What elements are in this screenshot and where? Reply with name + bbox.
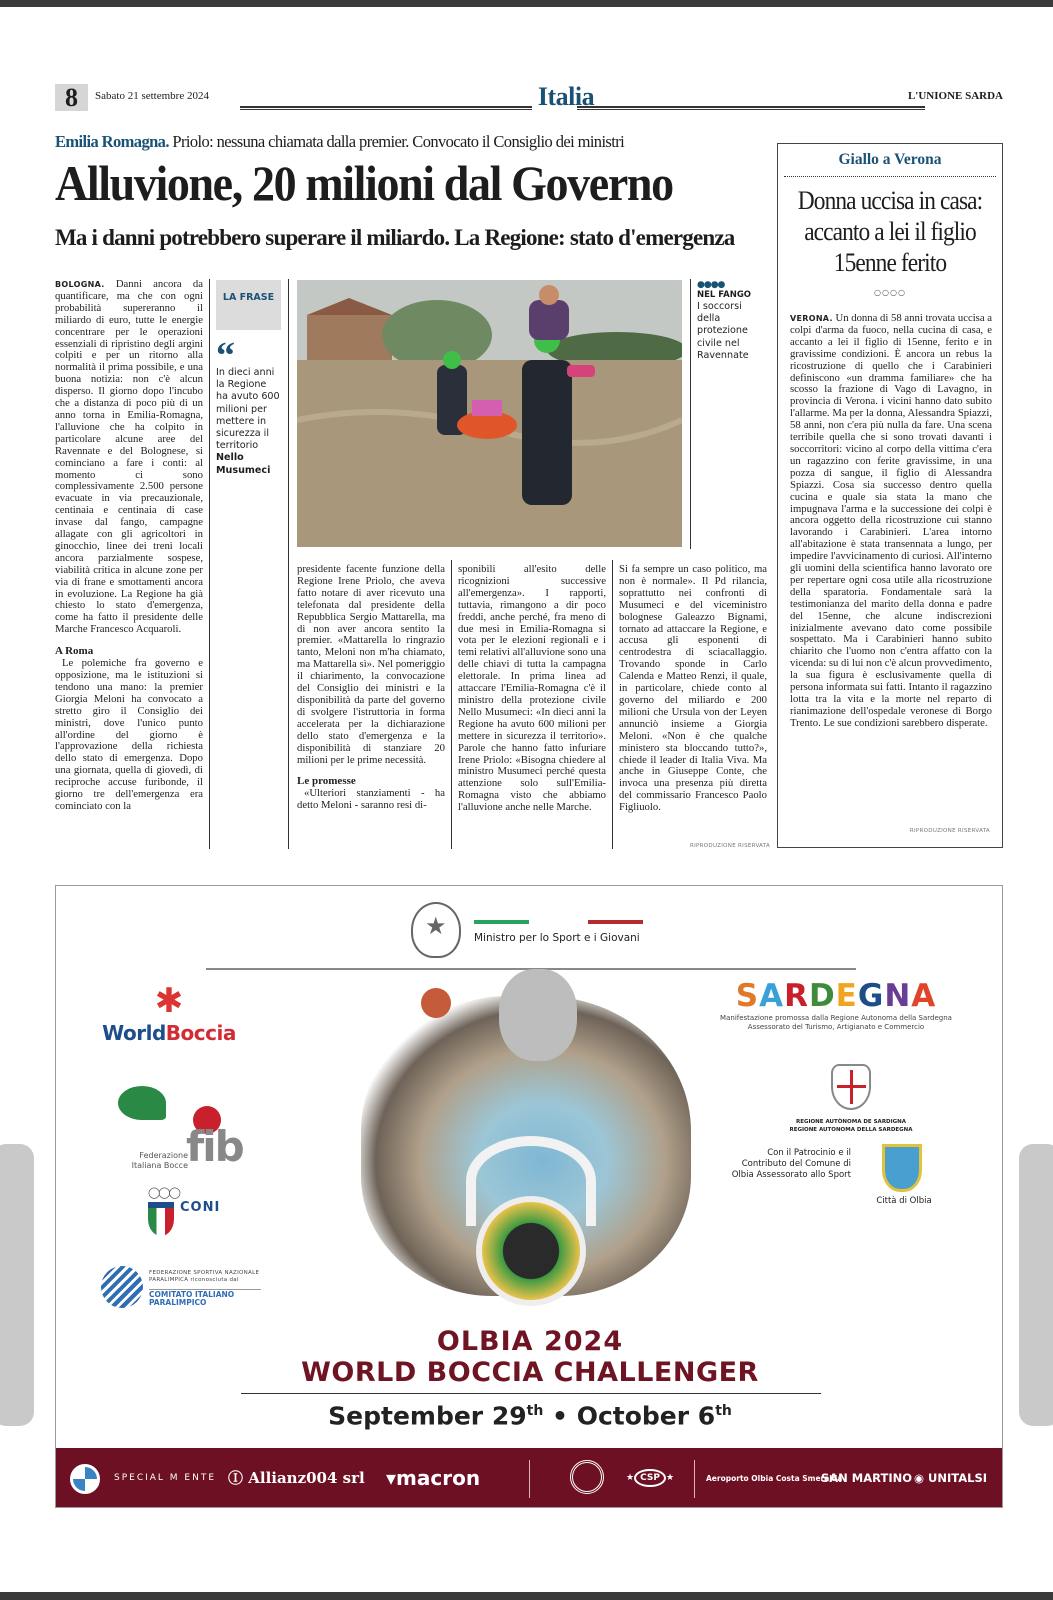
- italian-republic-emblem-icon: [411, 902, 461, 958]
- regione-autonoma-label: [751, 1118, 951, 1134]
- ras-line-2: REGIONE AUTONOMA DELLA SARDEGNA: [789, 1127, 913, 1133]
- caption-title: NEL FANGO: [697, 290, 752, 300]
- page-header: [55, 84, 1003, 114]
- screen-bottom-bar: [0, 1592, 1053, 1600]
- date-separator: •: [543, 1401, 577, 1431]
- side-kicker: Giallo a Verona: [838, 151, 942, 168]
- worldboccia-star-icon: ✱: [154, 981, 184, 1021]
- olbia-patronage: Con il Patrocinio e il Contributo del Comune di Olbia Assessorato allo Sport: [731, 1148, 851, 1180]
- side-article: [777, 143, 1003, 848]
- date-end-suffix: th: [715, 1403, 732, 1419]
- globe-icon: [476, 1196, 586, 1306]
- copyright-notice: RIPRODUZIONE RISERVATA: [690, 843, 771, 849]
- copyright-notice: RIPRODUZIONE RISERVATA: [909, 828, 990, 834]
- sardegna-letter: N: [884, 978, 912, 1014]
- event-title-line-1: OLBIA 2024: [436, 1326, 624, 1357]
- column-divider: [288, 279, 289, 849]
- bmw-logo-icon: [70, 1464, 100, 1494]
- previous-page-handle[interactable]: [0, 1144, 34, 1426]
- quote-mark-icon: “: [216, 335, 235, 377]
- olympic-rings-icon: ◯◯◯: [148, 1186, 179, 1199]
- sponsor-csp: ★ CSP ★: [626, 1448, 674, 1508]
- fib-subtitle: Federazione Italiana Bocce: [131, 1151, 188, 1170]
- coni-logo: [148, 1186, 238, 1256]
- boccia-advertisement: [55, 885, 1003, 1508]
- sardegna-letter: A: [759, 978, 785, 1014]
- header-rule-right: [577, 106, 925, 110]
- cip-name: COMITATO ITALIANO PARALIMPICO: [149, 1289, 261, 1307]
- boccia-ball-icon: [421, 988, 451, 1018]
- sponsor-unitalsi-text: UNITALSI: [928, 1471, 988, 1485]
- article-headline: Alluvione, 20 milioni dal Governo: [55, 155, 673, 211]
- newspaper-name: L'UNIONE SARDA: [907, 90, 1003, 102]
- cip-subtitle: FEDERAZIONE SPORTIVA NAZIONALE PARALIMPICA riconosciuta dal: [149, 1270, 260, 1283]
- sponsor-macron-text: macron: [396, 1466, 481, 1490]
- quote-label: LA FRASE: [216, 280, 281, 330]
- flag-stripe-green: [474, 920, 529, 924]
- sponsor-specialmente: SPECIAL M ENTE: [114, 1473, 217, 1483]
- dateline: VERONA.: [790, 314, 833, 323]
- column-divider: [209, 279, 210, 849]
- article-column-1: [55, 279, 203, 813]
- article-kicker: [55, 132, 765, 152]
- section-subhead-roma: A Roma: [55, 645, 94, 658]
- column-text: «Ulteriori stanziamenti - ha detto Meloni - saranno resi di-: [297, 787, 445, 812]
- column-text: Un donna di 58 anni trovata uccisa a colpi d'arma da fuoco, nella cucina di casa, e accanto a lei il figlio di 15enne, ferito e in gravissime condizioni. È ancora un rebus la ricostruzione di quello che i Carabinieri definiscono «un dramma familiare» che ha scosso la frazione di Vago di Lavagno, in provincia di Verona. i vicini hanno dato subito l'allarme. Ma per la donna, Alessandra Spiazzi, 58 anni, non c'era più nulla da fare. Una scena terribile quella che si sono trovati davanti i soccorritori: vicino al corpo della vittima c'era un ragazzino con ferite gravissime, in una pozza di sangue, il figlio di Alessandra Spiazzi. Cosa sia successo dentro quella cucina e quale sia stata la mano che impugnava l'arma e la successione dei colpi è ancora oggetto della ricostruzione cui stanno lavorando i Carabinieri. L'area intorno all'abitazione è stata transennata a lungo, per impedire l'avvicinamento di curiosi. All'interno gli uomini della scientifica hanno lavorato ore per repertare ogni cosa utile alla ricostruzione della sparatoria. Fondamentale sarà la testimonianza del marito della donna e padre del 15enne, che alcune indiscrezioni inizialmente avevano dato come possibile sospettato. Ma i Carabinieri hanno subito chiarito che l'uomo non c'entra affatto con la vicenda: su di lui non c'è alcun provvedimento, la sua figura è esclusivamente quella di persona informata sui fatti. Intanto il ragazzino lotta tra la vita e la morte nel reparto di rianimazione dell'ospedale veronese di Borgo Trento. Le sue condizioni sarebbero disperate.: [790, 312, 992, 729]
- ministry-name: Ministro per lo Sport e i Giovani: [474, 932, 640, 944]
- section-name: Italia: [537, 82, 595, 111]
- sponsor-divider: [694, 1460, 695, 1498]
- coni-text: CONI: [180, 1200, 221, 1215]
- date-end: October 6: [576, 1401, 716, 1431]
- event-title-rule: [241, 1393, 821, 1394]
- sardegna-subtitle: Manifestazione promossa dalla Regione Autonoma della Sardegna Assessorato del Turismo, Artigianato e Commercio: [720, 1014, 952, 1031]
- date-start: September 29: [328, 1401, 527, 1431]
- italia-shield-icon: [148, 1202, 174, 1236]
- kicker-text: Priolo: nessuna chiamata dalla premier. Convocato il Consiglio dei ministri: [168, 132, 625, 151]
- cip-globe-icon: [101, 1266, 143, 1308]
- ichnusa-sport-logo-icon: [570, 1460, 604, 1494]
- page-date: Sabato 21 settembre 2024: [95, 90, 209, 102]
- article-column-2: [297, 564, 445, 812]
- sponsor-divider: [529, 1460, 530, 1498]
- athlete-portrait: [499, 969, 577, 1061]
- sponsor-aeroporto: Aeroporto Olbia Costa Smeralda: [706, 1474, 843, 1483]
- sponsor-allianz: Ⓘ Allianz004 srl: [228, 1469, 365, 1487]
- article-subhead: Ma i danni potrebbero superare il miliardo. La Regione: stato d'emergenza: [55, 225, 735, 250]
- column-text: Si fa sempre un caso politico, ma non è normale». Il Pd rilancia, soprattutto nei confronti di Musumeci e del viceministro bolognese Galeazzo Bignami, tornato ad attaccare la Regione, e accusa gli esponenti di centrodestra di sciacallaggio. Trovando sponde in Carlo Calenda e Matteo Renzi, il quale, in particolare, chiede conto al governo del miliardo e 200 milioni che Ursula von der Leyen annunciò insieme a Giorgia Meloni. «Non è che qualche ministero sta bloccando tutto?», chiede il leader di Italia Viva. Ma anche in Giuseppe Conte, che invoca una presenza più diretta del commissario Francesco Paolo Figliuolo.: [619, 563, 767, 814]
- sponsor-allianz-text: Allianz004 srl: [248, 1469, 365, 1487]
- column-text: sponibili all'esito delle ricognizioni successive all'emergenza». I rapporti, tuttavia, rimangono a dir poco freddi, anche perché, fra meno di due mesi in Emilia-Romagna si vota per le elezioni regionali e i temi relativi all'alluvione sono una delle chiavi di tutta la campagna elettorale. In prima linea ad attaccare l'Emilia-Romagna c'è il ministro della protezione civile Nello Musumeci: «In dieci anni la Regione ha avuto 600 milioni per mettere in sicurezza il territorio». Parole che hanno fatto infuriare Irene Priolo: «Bisogna chiedere al ministro Musumeci perché questa attenzione solo sull'Emilia-Romagna visto che abbiamo l'alluvione anche nelle Marche.: [458, 563, 606, 814]
- worldboccia-logo: [94, 981, 244, 1045]
- ministry-logo: [411, 902, 691, 962]
- side-article-body: [790, 313, 992, 730]
- column-text: Le polemiche fra governo e opposizione, ma le istituzioni si tendono una mano: la premier Giorgia Meloni ha convocato a stretto giro il Consiglio dei ministri, dove l'unico punto all'ordine del giorno è l'approvazione della richiesta dello stato di emergenza. Dopo una giornata, quella di giovedì, di reciproche accuse furibonde, il giorno tre dell'emergenza era cominciato con la: [55, 657, 203, 812]
- fib-logo: [118, 1086, 258, 1181]
- column-text: presidente facente funzione della Regione Irene Priolo, che aveva fatto notare di aver ricevuto una telefonata dal presidente della Repubblica Sergio Mattarella, ma di non aver ancora sentito la premier. «Mattarella lo ringrazio tanto, Meloni non m'ha chiamato, ma Mattarella sì». Nel pomeriggio il chiarimento, la convocazione del Consiglio dei ministri e la disponibilità da parte del governo di svolgere l'istruttoria in forma accelerata per la dichiarazione dello stato d'emergenza e la disponibilità di stanziare 20 milioni per le prime necessità.: [297, 563, 445, 766]
- olbia-name: Città di Olbia: [876, 1196, 932, 1206]
- sardegna-letter: R: [784, 978, 809, 1014]
- dotted-rule: [784, 176, 996, 177]
- column-text: Danni ancora da quantificare, ma che con ogni probabilità supereranno il miliardo di euro, tutte le energie concentrare per le operazioni essenziali di ripristino degli argini colpiti e per un ritorno alla normalità il prima possibile, e una buona notizia: non c'è alcun disperso. Il giorno dopo l'incubo che a distanza di poco più di un anno torna in Emilia-Romagna, l'alluvione che ha colpito in particolare alcune aree del Ravennate e del Bolognese, si cominciano a fare i conti: al momento ci sono complessivamente 2.500 persone evacuate in via precauzionale, centinaia e centinaia di case invase dal fango, campagne allagate con gli agricoltori in ginocchio, linee dei treni locali ancora parzialmente sospese, viabilità critica in alcune zone per via di frane e smottamenti ancora in evoluzione. La Regione ha già chiesto lo stato d'emergenza, come ha fatto il presidente delle Marche Francesco Acquaroli.: [55, 278, 203, 636]
- sardegna-letter: D: [808, 978, 836, 1014]
- sardegna-logo: [711, 978, 961, 1032]
- sponsor-san-martino: SAN MARTINO: [821, 1471, 913, 1485]
- sardinia-crest-icon: [831, 1064, 871, 1110]
- ras-line-1: REGIONE AUTÒNOMA DE SARDIGNA: [795, 1119, 907, 1125]
- pull-quote: [216, 280, 281, 477]
- photo-illustration: [297, 280, 682, 547]
- sponsor-macron: ▾macron: [386, 1466, 481, 1490]
- sardegna-letter: A: [911, 978, 937, 1014]
- column-divider: [451, 560, 452, 849]
- screen-top-bar: [0, 0, 1053, 7]
- event-title-line-2: WORLD BOCCIA CHALLENGER: [301, 1357, 759, 1388]
- olbia-crest-icon: [882, 1144, 922, 1192]
- page-number: 8: [55, 84, 88, 111]
- column-divider: [612, 560, 613, 849]
- quote-text: In dieci anni la Regione ha avuto 600 milioni per mettere in sicurezza il territorio: [216, 367, 280, 452]
- date-start-suffix: th: [526, 1403, 544, 1419]
- flag-stripe-red: [588, 920, 643, 924]
- worldboccia-text-a: World: [102, 1021, 166, 1045]
- sardegna-letter: S: [735, 978, 760, 1014]
- next-page-handle[interactable]: [1019, 1144, 1053, 1426]
- photo-caption: [697, 280, 767, 362]
- athlete-hero-image: [321, 966, 736, 1316]
- caption-dots-icon: ●●●●: [697, 280, 725, 290]
- kicker-region: Emilia Romagna.: [55, 132, 169, 151]
- sardegna-letter: E: [835, 978, 858, 1014]
- side-headline: Donna uccisa in casa: accanto a lei il figlio 15enne ferito: [797, 186, 983, 277]
- sardegna-letter: G: [857, 978, 885, 1014]
- quote-author: Nello Musumeci: [216, 452, 271, 476]
- dateline: BOLOGNA.: [55, 280, 105, 289]
- header-rule-left: [240, 106, 532, 110]
- caption-text: I soccorsi della protezione civile nel Ravennate: [697, 301, 749, 361]
- flood-rescue-photo: [297, 280, 682, 547]
- article-column-3: [458, 564, 606, 814]
- separator-icon: ○○○○: [874, 288, 906, 297]
- event-dates: [56, 1395, 1003, 1432]
- section-subhead-promesse: Le promesse: [297, 775, 356, 788]
- article-column-4: [619, 564, 767, 814]
- fib-text: fib: [186, 1122, 243, 1171]
- sponsor-unitalsi: ◉ UNITALSI: [914, 1471, 988, 1485]
- worldboccia-text-b: Boccia: [165, 1021, 236, 1045]
- fib-green-shape-icon: [118, 1086, 166, 1120]
- cip-logo: [101, 1264, 261, 1309]
- sponsor-bar: [56, 1448, 1003, 1508]
- column-divider: [690, 279, 691, 549]
- sardegna-word: [711, 978, 961, 1014]
